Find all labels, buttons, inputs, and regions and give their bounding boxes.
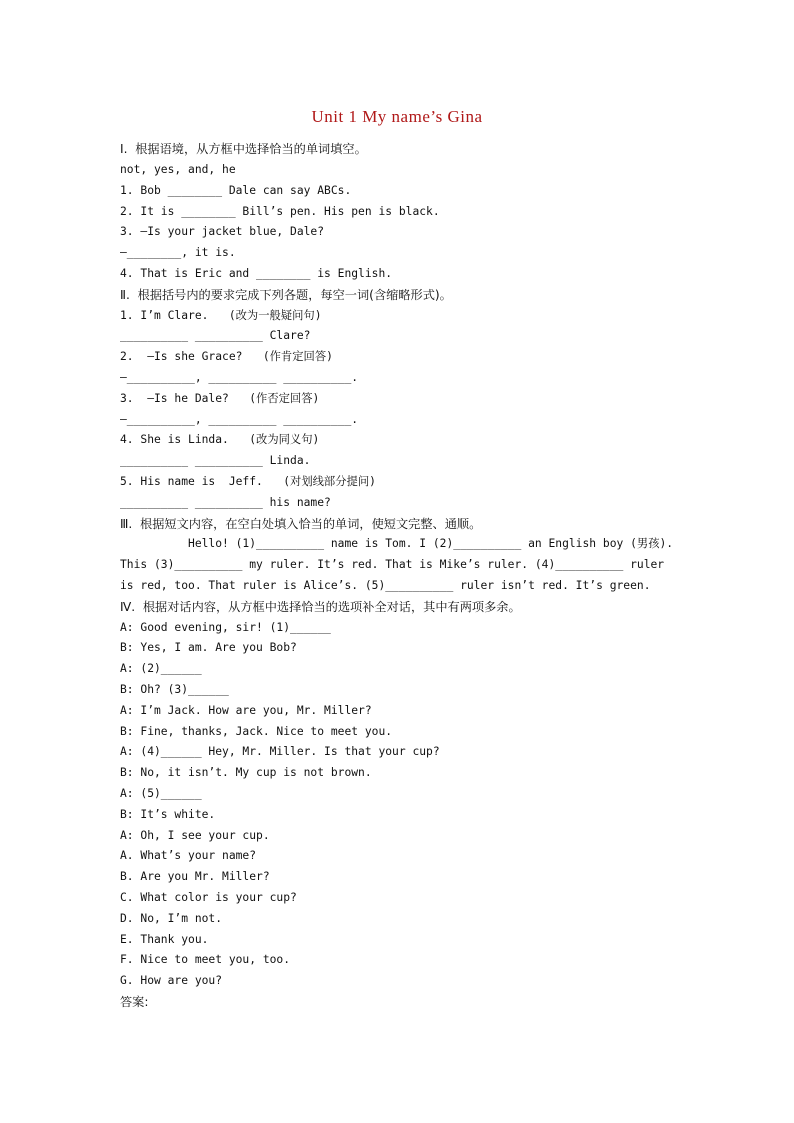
s2-q1: 1. I’m Clare. (改为一般疑问句) (120, 309, 322, 322)
dialog-line: A: (2)______ (120, 662, 202, 675)
section-1-heading: Ⅰ. 根据语境，从方框中选择恰当的单词填空。 (120, 142, 367, 156)
option-g: G. How are you? (120, 974, 223, 987)
s3-passage-line-3: is red, too. That ruler is Alice’s. (5)__________ ruler isn’t red. It’s green. (120, 579, 651, 592)
word-bank: not, yes, and, he (120, 163, 236, 176)
s2-q3: 3. —Is he Dale? (作否定回答) (120, 392, 320, 405)
s2-q4-blanks: __________ __________ Linda. (120, 454, 311, 467)
option-c: C. What color is your cup? (120, 891, 297, 904)
dialog-line: B: Yes, I am. Are you Bob? (120, 641, 297, 654)
s2-q1-blanks: __________ __________ Clare? (120, 329, 311, 342)
dialog-line: B: It’s white. (120, 808, 216, 821)
option-d: D. No, I’m not. (120, 912, 223, 925)
s2-q2-blanks: —__________, __________ __________. (120, 371, 359, 384)
dialog-line: A: (5)______ (120, 787, 202, 800)
s3-passage-line-1: Hello! (1)__________ name is Tom. I (2)__________ an English boy (男孩). (120, 537, 674, 550)
s2-q3-blanks: —__________, __________ __________. (120, 413, 359, 426)
section-4-heading: Ⅳ. 根据对话内容，从方框中选择恰当的选项补全对话，其中有两项多余。 (120, 600, 521, 614)
dialog-line: A: (4)______ Hey, Mr. Miller. Is that your cup? (120, 745, 440, 758)
option-b: B. Are you Mr. Miller? (120, 870, 270, 883)
option-e: E. Thank you. (120, 933, 209, 946)
option-f: F. Nice to meet you, too. (120, 953, 291, 966)
answer-label: 答案: (120, 995, 149, 1009)
s3-passage-line-2: This (3)__________ my ruler. It’s red. That is Mike’s ruler. (4)__________ ruler (120, 558, 665, 571)
dialog-line: A: I’m Jack. How are you, Mr. Miller? (120, 704, 372, 717)
section-2-heading: Ⅱ. 根据括号内的要求完成下列各题，每空一词(含缩略形式)。 (120, 288, 452, 302)
dialog-line: B: Oh? (3)______ (120, 683, 229, 696)
option-a: A. What’s your name? (120, 849, 257, 862)
s1-q2: 2. It is ________ Bill’s pen. His pen is black. (120, 205, 440, 218)
s2-q4: 4. She is Linda. (改为同义句) (120, 433, 320, 446)
s1-q4: 4. That is Eric and ________ is English. (120, 267, 393, 280)
s2-q2: 2. —Is she Grace? (作肯定回答) (120, 350, 333, 363)
s2-q5-blanks: __________ __________ his name? (120, 496, 331, 509)
dialog-line: A: Good evening, sir! (1)______ (120, 621, 331, 634)
dialog-line: B: No, it isn’t. My cup is not brown. (120, 766, 372, 779)
dialog-line: B: Fine, thanks, Jack. Nice to meet you. (120, 725, 393, 738)
dialog-line: A: Oh, I see your cup. (120, 829, 270, 842)
page-title: Unit 1 My name’s Gina (311, 107, 483, 126)
s1-q3-answer: —________, it is. (120, 246, 236, 259)
s1-q3: 3. —Is your jacket blue, Dale? (120, 225, 325, 238)
s2-q5: 5. His name is Jeff. (对划线部分提问) (120, 475, 376, 488)
section-3-heading: Ⅲ. 根据短文内容，在空白处填入恰当的单词，使短文完整、通顺。 (120, 517, 482, 531)
s1-q1: 1. Bob ________ Dale can say ABCs. (120, 184, 352, 197)
